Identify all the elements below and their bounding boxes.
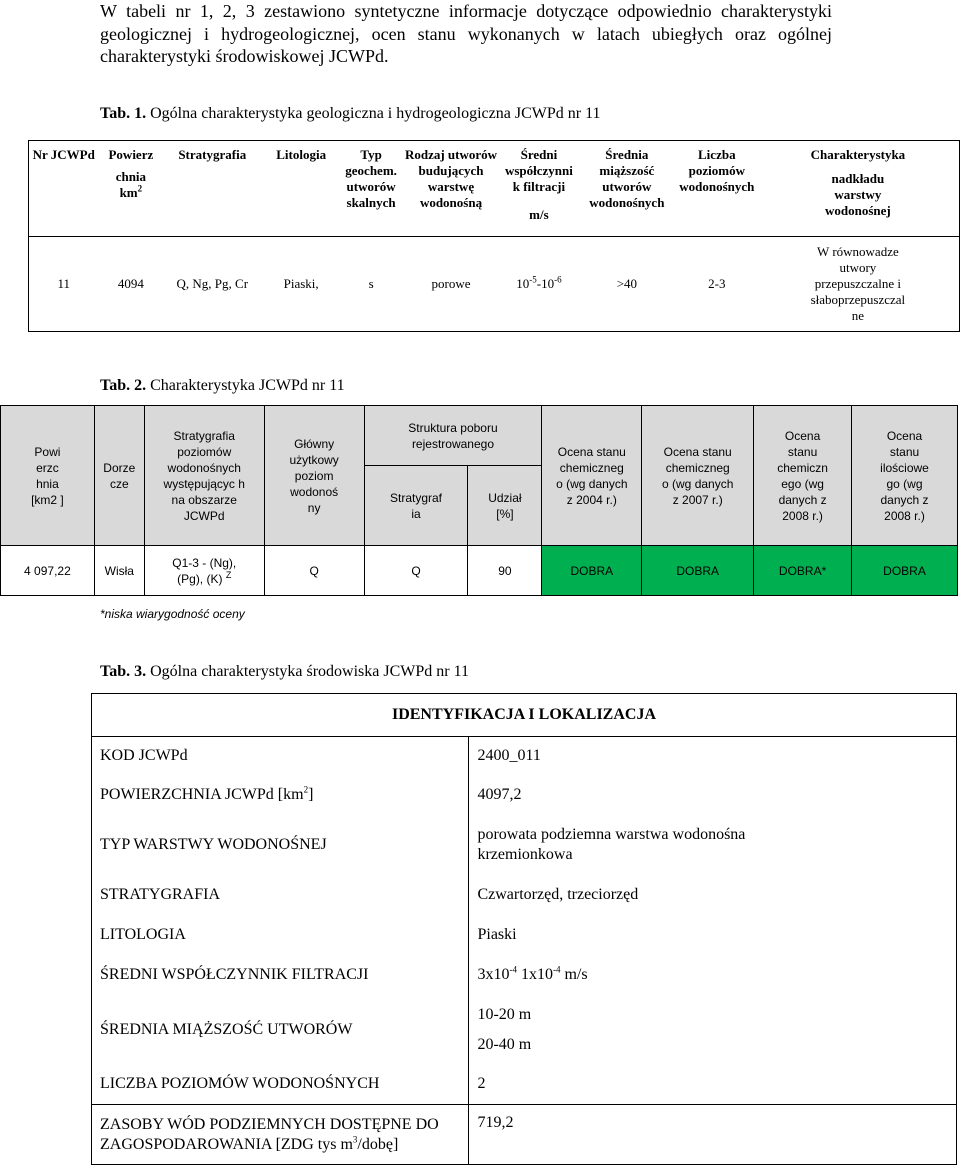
cell-miazszosc: >40 [577,237,677,332]
typ-warstwy-label: TYP WARSTWY WODONOŚNEJ [92,815,469,875]
zasoby-value: 719,2 [469,1105,957,1165]
cell-stan-ilosciowy-2008: DOBRA [852,546,958,596]
header-powierzchnia-line3: $km^2$ [119,183,143,200]
header-srednia-miazszosc: Średnia miąższość utworów wodonośnych [577,141,677,237]
wspolczynnik-value: $3x10^{-4}$ $1x10^{-4}$ m/s [469,955,957,995]
header-sredni-wspolczynnik: Średni współczynni k filtracji m/s [501,141,577,237]
header-stan-ilosciowy-2008: Ocena stanu ilościowe go (wg danych z 2008 r.) [852,406,958,546]
intro-paragraph: W tabeli nr 1, 2, 3 zestawiono syntetyczne informacje dotyczące odpowiednio charakterystyki geologicznej i hydrogeologicznej, ocen stanu wykonanych w latach ubiegłych oraz ogólnej charakterystyki środowiskowej JCWPd. [100,1,832,66]
header-litologia: Litologia [261,141,341,237]
status-table [0,405,958,596]
header-powierzchnia: Powi erzc hnia [km2 ] [1,406,95,546]
tab3-caption-text: Ogólna charakterystyka środowiska JCWPd nr 11 [146,663,470,680]
cell-udzial: 90 [468,546,542,596]
cell-stratygrafia: Q1-3 - (Ng), (Pg), (K) $^Z$ [144,546,264,596]
kod-label: KOD JCWPd [92,737,469,775]
header-stratygrafia: Stratygrafia [163,141,261,237]
tab1-caption-number: Tab. 1. [100,105,147,122]
tab1-caption-text: Ogólna charakterystyka geologiczna i hydrogeologiczna JCWPd nr 11 [146,105,601,122]
identification-heading: IDENTYFIKACJA I LOKALIZACJA [92,694,957,737]
header-stratygrafia-sub: Stratygraf ia [364,466,468,546]
header-powierzchnia-line1: Powierz [108,147,154,162]
environment-table [91,693,957,1165]
miazszosc-label: ŚREDNIA MIĄŻSZOŚĆ UTWORÓW [92,995,469,1065]
cell-powierzchnia: 4 097,22 [1,546,95,596]
header-udzial: Udział [%] [468,466,542,546]
zasoby-label: ZASOBY WÓD PODZIEMNYCH DOSTĘPNE DO ZAGOSPODAROWANIA [ZDG tys $m^3/dobę$] [92,1105,469,1165]
kod-value: 2400_011 [469,737,957,775]
header-rodzaj-utworow: Rodzaj utworów budujących warstwę wodonośną [401,141,501,237]
tab2-caption [100,377,345,395]
liczba-poziomow-label: LICZBA POZIOMÓW WODONOŚNYCH [92,1065,469,1105]
cell-filtracja: $10^{-5}-10^{-6}$ [501,237,577,332]
header-typ-geochem: Typ geochem. utworów skalnych [341,141,401,237]
miazszosc-value: 10-20 m 20-40 m [469,995,957,1065]
geology-table [28,140,960,332]
cell-charakterystyka: W równowadze utwory przepuszczalne i słaboprzepuszczal ne [757,237,960,332]
header-stan-chemiczny-2008: Ocena stanu chemiczn ego (wg danych z 2008 r.) [754,406,852,546]
header-struktura-poboru: Struktura poboru rejestrowanego [364,406,542,466]
cell-glowny-poziom: Q [264,546,364,596]
cell-dorzecze: Wisła [94,546,144,596]
cell-stratygrafia-sub: Q [364,546,468,596]
tab2-footnote: *niska wiarygodność oceny [100,607,245,621]
cell-rodzaj: porowe [401,237,501,332]
header-stan-chemiczny-2004: Ocena stanu chemiczneg o (wg danych z 2004 r.) [542,406,642,546]
litologia-value: Piaski [469,915,957,955]
tab3-caption-number: Tab. 3. [100,663,147,680]
tab3-caption [100,663,469,681]
header-powierzchnia [98,141,163,237]
tab2-caption-text: Charakterystyka JCWPd nr 11 [146,377,345,394]
cell-stan-chemiczny-2004: DOBRA [542,546,642,596]
cell-nr: 11 [29,237,99,332]
stratygrafia-label: STRATYGRAFIA [92,875,469,915]
header-glowny-poziom: Główny użytkowy poziom wodonoś ny [264,406,364,546]
header-charakterystyka: Charakterystyka nadkładu warstwy wodonośnej [757,141,960,237]
tab1-caption [100,105,601,123]
header-liczba-poziomow: Liczba poziomów wodonośnych [677,141,757,237]
liczba-poziomow-value: 2 [469,1065,957,1105]
powierzchnia-label: POWIERZCHNIA JCWPd $[km^2]$ [92,775,469,815]
cell-stan-chemiczny-2007: DOBRA [642,546,754,596]
stratygrafia-value: Czwartorzęd, trzeciorzęd [469,875,957,915]
cell-typ: s [341,237,401,332]
typ-warstwy-value: porowata podziemna warstwa wodonośna krzemionkowa [469,815,957,875]
header-powierzchnia-line2: chnia [115,169,147,184]
header-stratygrafia: Stratygrafia poziomów wodonośnych występującyc h na obszarze JCWPd [144,406,264,546]
cell-stan-chemiczny-2008: DOBRA* [754,546,852,596]
cell-liczba: 2-3 [677,237,757,332]
powierzchnia-value: 4097,2 [469,775,957,815]
cell-powierzchnia: 4094 [98,237,163,332]
header-nr-jcwpd: Nr JCWPd [29,141,99,237]
tab2-caption-number: Tab. 2. [100,377,147,394]
cell-stratygrafia: Q, Ng, Pg, Cr [163,237,261,332]
header-dorzecze: Dorze cze [94,406,144,546]
wspolczynnik-label: ŚREDNI WSPÓŁCZYNNIK FILTRACJI [92,955,469,995]
header-stan-chemiczny-2007: Ocena stanu chemiczneg o (wg danych z 2007 r.) [642,406,754,546]
cell-litologia: Piaski, [261,237,341,332]
litologia-label: LITOLOGIA [92,915,469,955]
